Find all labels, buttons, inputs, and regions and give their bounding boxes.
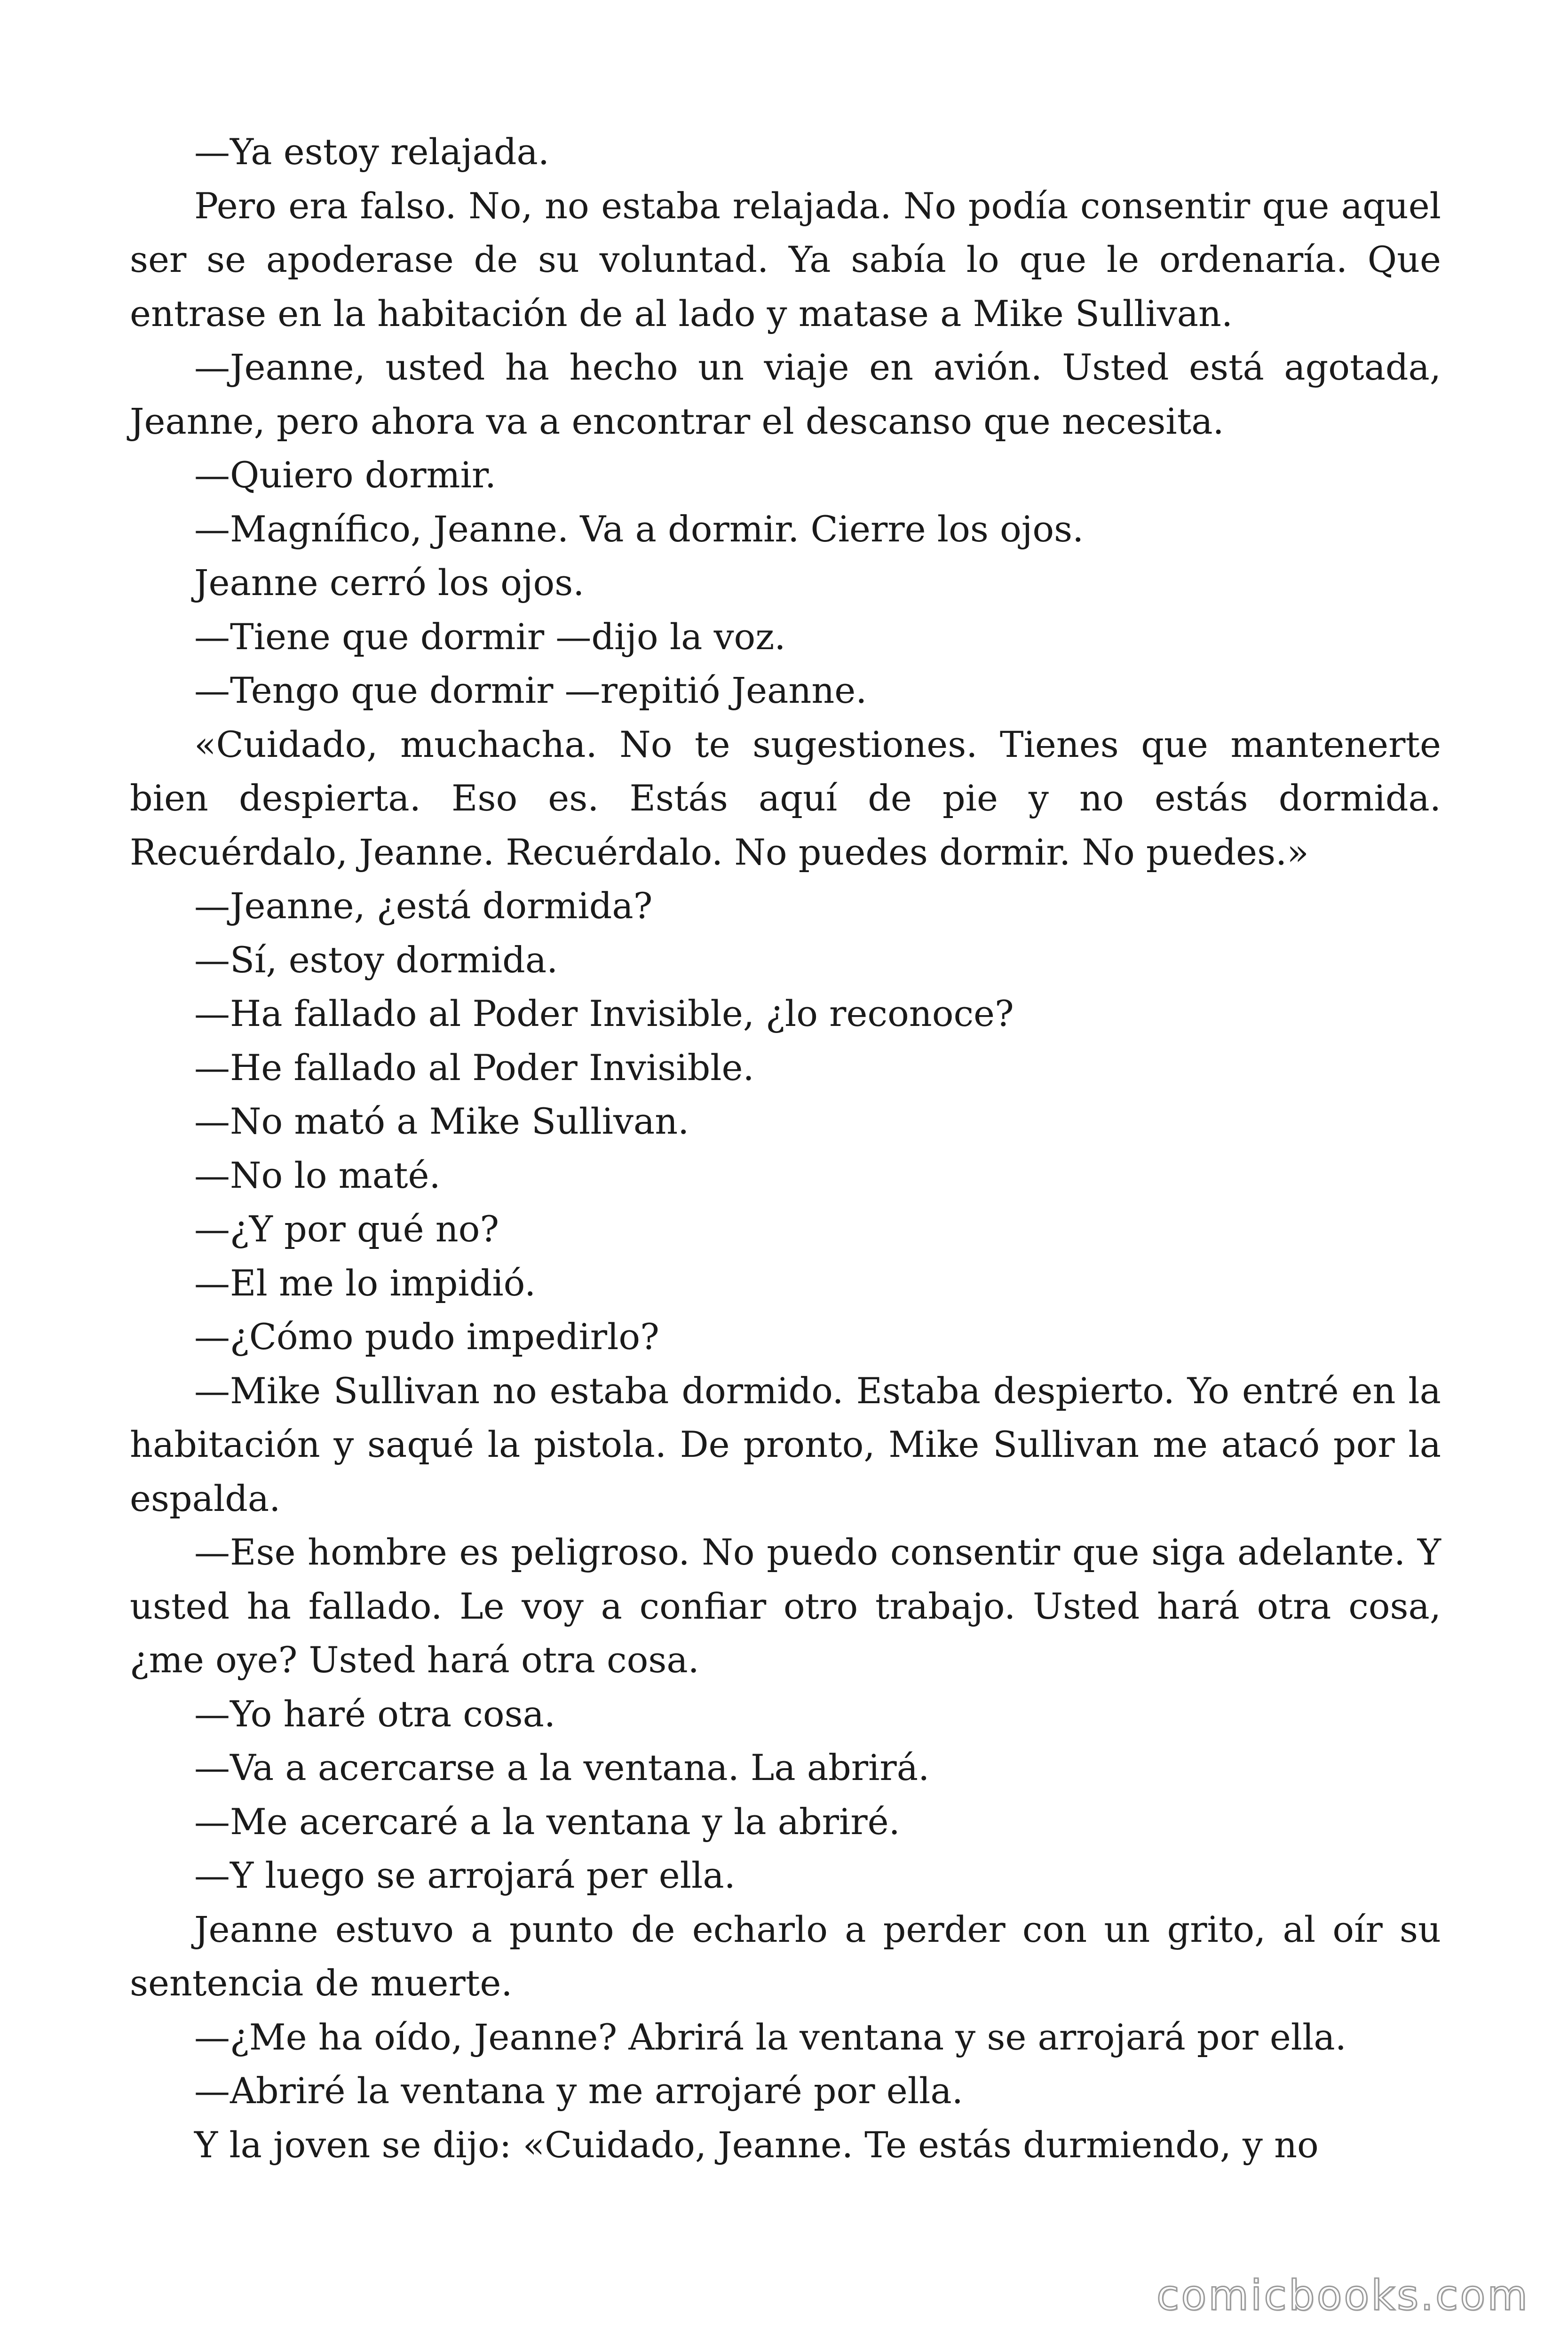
paragraph: —¿Y por qué no? [194, 1208, 499, 1250]
paragraph: —¿Cómo pudo impedirlo? [194, 1316, 659, 1358]
paragraph: —Abriré la ventana y me arrojaré por ella. [194, 2070, 963, 2112]
paragraph: —¿Me ha oído, Jeanne? Abrirá la ventana y se arrojará por ella. [194, 2016, 1346, 2058]
paragraph: —Ha fallado al Poder Invisible, ¿lo reconoce? [194, 993, 1014, 1034]
paragraph: —No mató a Mike Sullivan. [194, 1100, 689, 1142]
paragraph: —Yo haré otra cosa. [194, 1692, 556, 1735]
page-text [130, 125, 1441, 2172]
paragraph: «Cuidado, muchacha. No te sugestiones. Tienes que mantenerte bien despierta. Eso es. Estás aquí de pie y no estás dormida. Recuérdalo, Jeanne. Recuérdalo. No puedes dormir. No puedes.» [130, 723, 1441, 873]
paragraph: Y la joven se dijo: «Cuidado, Jeanne. Te estás durmiendo, y no [194, 2123, 1319, 2166]
paragraph: —Mike Sullivan no estaba dormido. Estaba despierto. Yo entré en la habitación y saqué la pistola. De pronto, Mike Sullivan me atacó por la espalda. [130, 1369, 1441, 1519]
watermark: comicbooks.com [1156, 2271, 1529, 2320]
paragraph: Jeanne cerró los ojos. [194, 562, 585, 604]
paragraph: —Tiene que dormir —dijo la voz. [194, 615, 786, 658]
paragraph: Jeanne estuvo a punto de echarlo a perder con un grito, al oír su sentencia de muerte. [130, 1908, 1441, 2004]
paragraph: —Va a acercarse a la ventana. La abrirá. [194, 1747, 930, 1788]
paragraph: —Y luego se arrojará per ella. [194, 1854, 736, 1896]
paragraph: —Ese hombre es peligroso. No puedo consentir que siga adelante. Y usted ha fallado. Le voy a confiar otro trabajo. Usted hará otra cosa, ¿me oye? Usted hará otra cosa. [130, 1531, 1441, 1681]
paragraph: —Jeanne, usted ha hecho un viaje en avión. Usted está agotada, Jeanne, pero ahora va a encontrar el descanso que necesita. [130, 346, 1441, 442]
paragraph: —Jeanne, ¿está dormida? [194, 885, 653, 927]
paragraph: —No lo maté. [194, 1154, 441, 1196]
paragraph: —Sí, estoy dormida. [194, 938, 558, 981]
paragraph: —Magnífico, Jeanne. Va a dormir. Cierre los ojos. [194, 508, 1084, 550]
paragraph: —Quiero dormir. [194, 454, 497, 496]
paragraph: Pero era falso. No, no estaba relajada. No podía consentir que aquel ser se apoderase de su voluntad. Ya sabía lo que le ordenaría. Que entrase en la habitación de al lado y matase a Mike Sullivan. [130, 184, 1441, 334]
paragraph: —Me acercaré a la ventana y la abriré. [194, 1800, 900, 1843]
paragraph: —He fallado al Poder Invisible. [194, 1046, 754, 1089]
paragraph: —Ya estoy relajada. [194, 131, 550, 173]
paragraph: —Tengo que dormir —repitió Jeanne. [194, 669, 867, 711]
paragraph: —El me lo impidió. [194, 1262, 536, 1304]
